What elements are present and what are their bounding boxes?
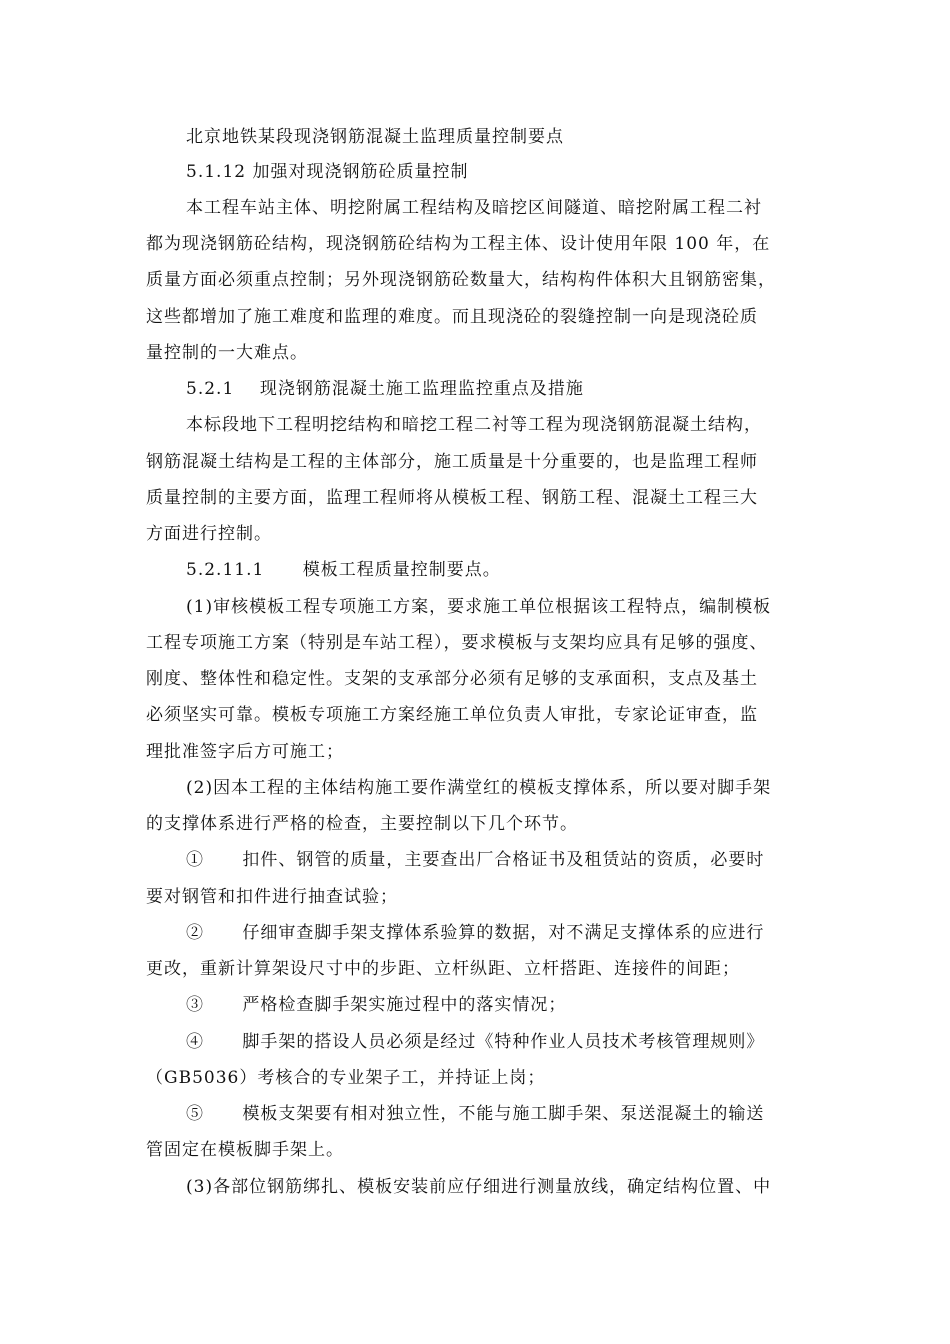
paragraph-line: 量控制的一大难点。 (146, 343, 308, 363)
paragraph-line: 的支撑体系进行严格的检查，主要控制以下几个环节。 (146, 814, 578, 834)
paragraph-line: 质量方面必须重点控制；另外现浇钢筋砼数量大，结构构件体积大且钢筋密集， (146, 270, 776, 290)
paragraph-line: 钢筋混凝土结构是工程的主体部分，施工质量是十分重要的，也是监理工程师 (146, 452, 758, 472)
paragraph-line: 质量控制的主要方面，监理工程师将从模板工程、钢筋工程、混凝土工程三大 (146, 488, 758, 508)
paragraph-line: 必须坚实可靠。模板专项施工方案经施工单位负责人审批，专家论证审查，监 (146, 705, 758, 725)
paragraph-line: 方面进行控制。 (146, 524, 272, 544)
paragraph-line: 工程专项施工方案（特别是车站工程），要求模板与支架均应具有足够的强度、 (146, 633, 768, 653)
paragraph-line: (1)审核模板工程专项施工方案，要求施工单位根据该工程特点，编制模板 (186, 597, 772, 617)
paragraph-line: 要对钢管和扣件进行抽查试验； (146, 887, 398, 907)
paragraph-line: 管固定在模板脚手架上。 (146, 1140, 344, 1160)
section-heading: 5.1.12 加强对现浇钢筋砼质量控制 (186, 162, 469, 182)
paragraph-line: 刚度、整体性和稳定性。支架的支承部分必须有足够的支承面积，支点及基土 (146, 669, 758, 689)
list-item: ③ 严格检查脚手架实施过程中的落实情况； (186, 995, 567, 1015)
section-heading: 5.2.1 现浇钢筋混凝土施工监理监控重点及措施 (186, 379, 584, 399)
list-item: ④ 脚手架的搭设人员必须是经过《特种作业人员技术考核管理规则》 (186, 1032, 765, 1052)
list-item: ② 仔细审查脚手架支撑体系验算的数据，对不满足支撑体系的应进行 (186, 923, 765, 943)
paragraph-line: (2)因本工程的主体结构施工要作满堂红的模板支撑体系，所以要对脚手架 (186, 778, 772, 798)
paragraph-line: 本工程车站主体、明挖附属工程结构及暗挖区间隧道、暗挖附属工程二衬 (186, 198, 762, 218)
paragraph-line: 理批准签字后方可施工； (146, 742, 344, 762)
document-title: 北京地铁某段现浇钢筋混凝土监理质量控制要点 (186, 127, 564, 147)
section-heading: 5.2.11.1 模板工程质量控制要点。 (186, 560, 501, 580)
paragraph-line: 更改，重新计算架设尺寸中的步距、立杆纵距、立杆搭距、连接件的间距； (146, 959, 740, 979)
paragraph-line: 都为现浇钢筋砼结构，现浇钢筋砼结构为工程主体、设计使用年限 100 年，在 (146, 234, 771, 254)
list-item: ① 扣件、钢管的质量，主要查出厂合格证书及租赁站的资质，必要时 (186, 850, 765, 870)
paragraph-line: 这些都增加了施工难度和监理的难度。而且现浇砼的裂缝控制一向是现浇砼质 (146, 307, 758, 327)
paragraph-line: （GB5036）考核合的专业架子工，并持证上岗； (146, 1068, 546, 1088)
paragraph-line: (3)各部位钢筋绑扎、模板安装前应仔细进行测量放线，确定结构位置、中 (186, 1177, 772, 1197)
paragraph-line: 本标段地下工程明挖结构和暗挖工程二衬等工程为现浇钢筋混凝土结构， (186, 415, 762, 435)
list-item: ⑤ 模板支架要有相对独立性，不能与施工脚手架、泵送混凝土的输送 (186, 1104, 765, 1124)
